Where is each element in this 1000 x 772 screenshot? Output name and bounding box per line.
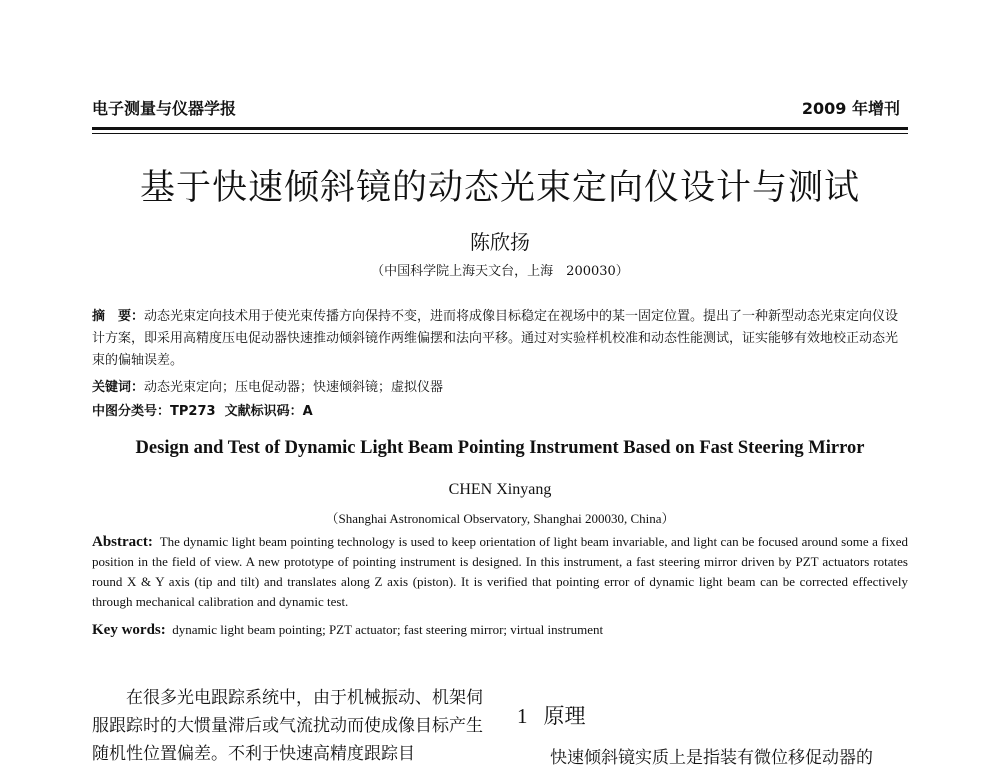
affiliation-en: （Shanghai Astronomical Observatory, Shanghai 200030, China） bbox=[325, 511, 675, 526]
clc-label: 中图分类号： bbox=[92, 404, 171, 419]
keywords-en bbox=[92, 622, 908, 639]
header-rule-thin bbox=[92, 133, 908, 134]
keywords-en-label: Key words: bbox=[92, 622, 166, 638]
author-en: CHEN Xinyang bbox=[448, 481, 552, 498]
body-column-right: 快速倾斜镜实质上是指装有微位移促动器的 bbox=[550, 748, 873, 768]
keywords-cn-label: 关键词： bbox=[92, 380, 145, 395]
header-rule-thick bbox=[92, 127, 908, 130]
abstract-cn-label: 摘 要： bbox=[92, 309, 145, 324]
abstract-en-label: Abstract: bbox=[92, 534, 153, 550]
keywords-cn-text: 动态光束定向；压电促动器；快速倾斜镜；虚拟仪器 bbox=[144, 380, 444, 395]
section-number: 1 bbox=[517, 704, 528, 728]
doc-code-label: 文献标识码： bbox=[224, 404, 303, 419]
classification-cn bbox=[92, 400, 908, 419]
abstract-en bbox=[92, 532, 908, 612]
abstract-cn-text: 动态光束定向技术用于使光束传播方向保持不变，进而将成像目标稳定在视场中的某一固定位置。提出了一种新型动态光束定向仪设计方案，即采用高精度压电促动器快速推动倾斜镜作两维偏摆和法向平移。通过对实验样机校准和动态性能测试，证实能够有效地校正动态光束的偏轴误差。 bbox=[92, 309, 899, 368]
journal-name: 电子测量与仪器学报 bbox=[92, 99, 237, 118]
clc-value: TP273 bbox=[170, 404, 216, 419]
paper-title-cn: 基于快速倾斜镜的动态光束定向仪设计与测试 bbox=[139, 168, 860, 208]
keywords-en-text: dynamic light beam pointing; PZT actuator; fast steering mirror; virtual instrument bbox=[172, 622, 604, 637]
affiliation-cn: （中国科学院上海天文台，上海 200030） bbox=[371, 264, 629, 279]
issue-label: 2009 年增刊 bbox=[801, 99, 900, 118]
body-column-left bbox=[92, 684, 487, 768]
paper-title-en: Design and Test of Dynamic Light Beam Pointing Instrument Based on Fast Steering Mirror bbox=[135, 438, 865, 458]
keywords-cn bbox=[92, 376, 908, 395]
section-heading-1 bbox=[517, 700, 586, 730]
abstract-en-text: The dynamic light beam pointing technology is used to keep orientation of light beam invariable, and light can be focused around some a fixed position in the field of view. A new prototype of pointing instrument is designed. In this instrument, a fast steering mirror driven by PZT actuators rotates round X & Y axis (tip and tilt) and translates along Z axis (piston). It is verified that pointing error of dynamic light beam can be corrected effectively through mechanical calibration and dynamic test. bbox=[92, 534, 909, 609]
author-cn: 陈欣扬 bbox=[470, 230, 530, 254]
doc-code-value: A bbox=[302, 404, 313, 419]
body-paragraph: 在很多光电跟踪系统中，由于机械振动、机架伺服跟踪时的大惯量滞后或气流扰动而使成像目标产生随机性位置偏差。不利于快速高精度跟踪目 bbox=[92, 688, 483, 764]
section-title: 原理 bbox=[543, 704, 586, 728]
abstract-cn bbox=[92, 306, 908, 372]
